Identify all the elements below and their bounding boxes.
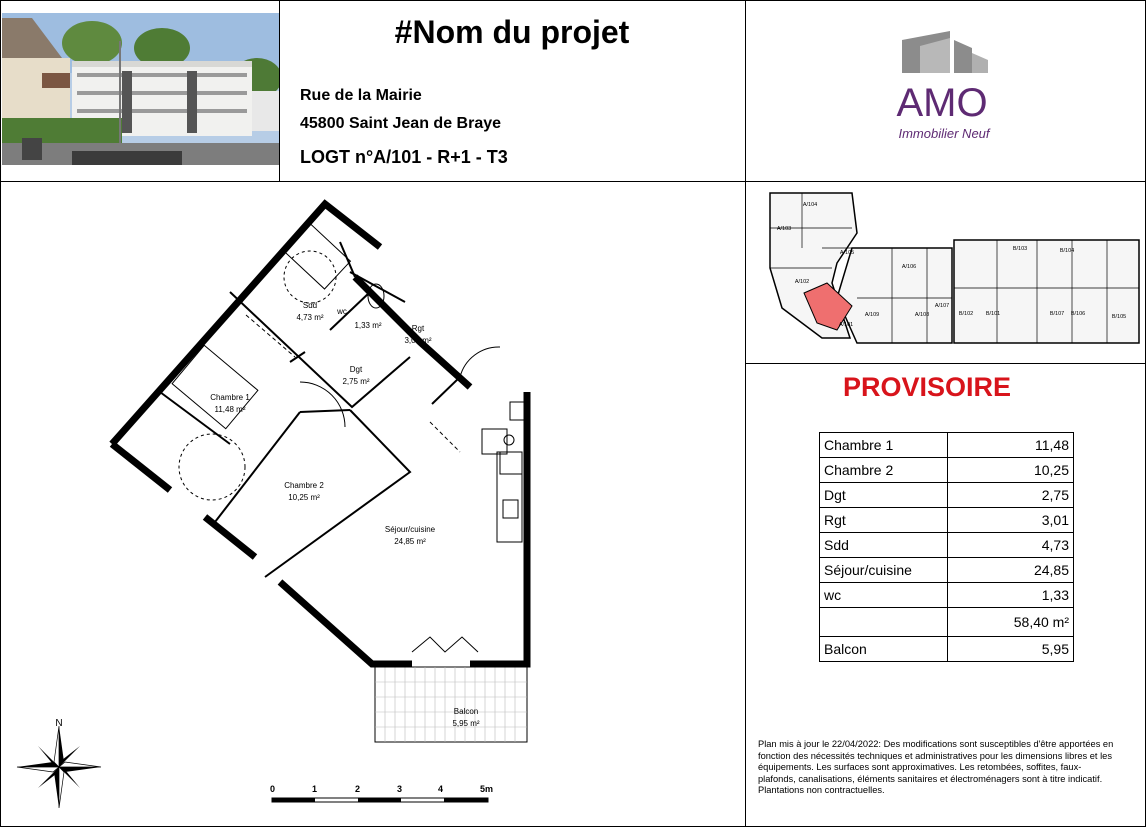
balcony-row [820,637,1074,662]
table-row [820,558,1074,583]
surface-table [819,432,1074,662]
logo-tagline: Immobilier Neuf [898,126,990,141]
room-area: 1,33 [948,583,1074,608]
address-city: 45800 Saint Jean de Braye [300,115,502,132]
key-label-a106: A/106 [901,264,917,270]
scale-label-4: 4 [438,784,444,794]
scale-label-0: 0 [270,784,276,794]
key-label-b105: B/105 [1111,314,1127,320]
room-name: Rgt [820,508,948,533]
scale-label-3: 3 [397,784,403,794]
disclaimer-text: Plan mis à jour le 22/04/2022: Des modifications sont susceptibles d'être apportées en fonction des nécessités techniques et administratives pour les dimensions libres et les équipements. Les surfaces sont approximatives. Les retombées, soffites, faux-plafonds, canalisations, éléments sanitaires et électroménagers sont à titre indicatif. Plantations non contractuelles. [758,739,1114,795]
label-chambre2: Chambre 2 [284,481,324,490]
label-sejour: Séjour/cuisine [384,525,436,534]
scale-bar [272,798,488,802]
table-row [820,508,1074,533]
status-label: PROVISOIRE [842,372,1012,402]
key-label-b101: B/101 [985,311,1001,317]
room-name: Sdd [820,533,948,558]
unit-reference: LOGT n°A/101 - R+1 - T3 [300,147,508,167]
scale-label-5: 5m [480,784,494,794]
key-label-b102: B/102 [958,311,974,317]
room-name: wc [820,583,948,608]
table-row [820,533,1074,558]
label-sejour-area: 24,85 m² [394,537,426,546]
table-row [820,433,1074,458]
amo-logo [862,28,1022,158]
room-name: Dgt [820,483,948,508]
room-area: 3,01 [948,508,1074,533]
total-label [820,608,948,637]
compass-rose-icon [17,718,101,808]
key-label-b106: B/106 [1070,311,1086,317]
room-area: 10,25 [948,458,1074,483]
room-name: Séjour/cuisine [820,558,948,583]
room-area: 2,75 [948,483,1074,508]
address-street: Rue de la Mairie [300,87,422,104]
north-label: N [55,718,63,729]
label-dgt-area: 2,75 m² [342,377,370,386]
label-sdd-area: 4,73 m² [296,313,324,322]
scale-label-1: 1 [312,784,318,794]
total-area: 58,40 m² [948,608,1074,637]
total-row [820,608,1074,637]
key-label-a101: A/101 [838,322,854,328]
room-area: 24,85 [948,558,1074,583]
room-area: 4,73 [948,533,1074,558]
table-row [820,483,1074,508]
key-label-a107: A/107 [934,303,950,309]
balcony-area: 5,95 [948,637,1074,662]
key-label-b104: B/104 [1059,248,1075,254]
key-label-b103: B/103 [1012,246,1028,252]
room-name: Chambre 1 [820,433,948,458]
label-sdd: Sdd [302,301,318,310]
table-row [820,583,1074,608]
table-row [820,458,1074,483]
key-label-a108: A/108 [914,312,930,318]
room-area: 11,48 [948,433,1074,458]
key-label-a102: A/102 [794,279,810,285]
label-dgt: Dgt [349,365,363,374]
balcony-name: Balcon [820,637,948,662]
room-name: Chambre 2 [820,458,948,483]
logo-text: AMO [896,81,988,125]
label-rgt-area: 3,01 m² [404,336,432,345]
label-chambre1-area: 11,48 m² [214,405,246,414]
key-label-a104: A/104 [802,202,818,208]
label-chambre1: Chambre 1 [210,393,250,402]
key-plan [762,188,1140,353]
label-balcon: Balcon [453,707,479,716]
label-rgt: Rgt [411,324,425,333]
label-chambre2-area: 10,25 m² [288,493,320,502]
key-label-a103: A/103 [776,226,792,232]
floor-plan [0,182,745,826]
scale-label-2: 2 [355,784,361,794]
label-balcon-area: 5,95 m² [452,719,480,728]
project-title: #Nom du projet [394,14,630,50]
building-photo [2,13,279,165]
key-label-b107: B/107 [1049,311,1065,317]
label-wc-area: 1,33 m² [354,321,382,330]
key-label-a105: A/105 [839,250,855,256]
key-label-a109: A/109 [864,312,880,318]
label-wc: wc [337,307,347,316]
